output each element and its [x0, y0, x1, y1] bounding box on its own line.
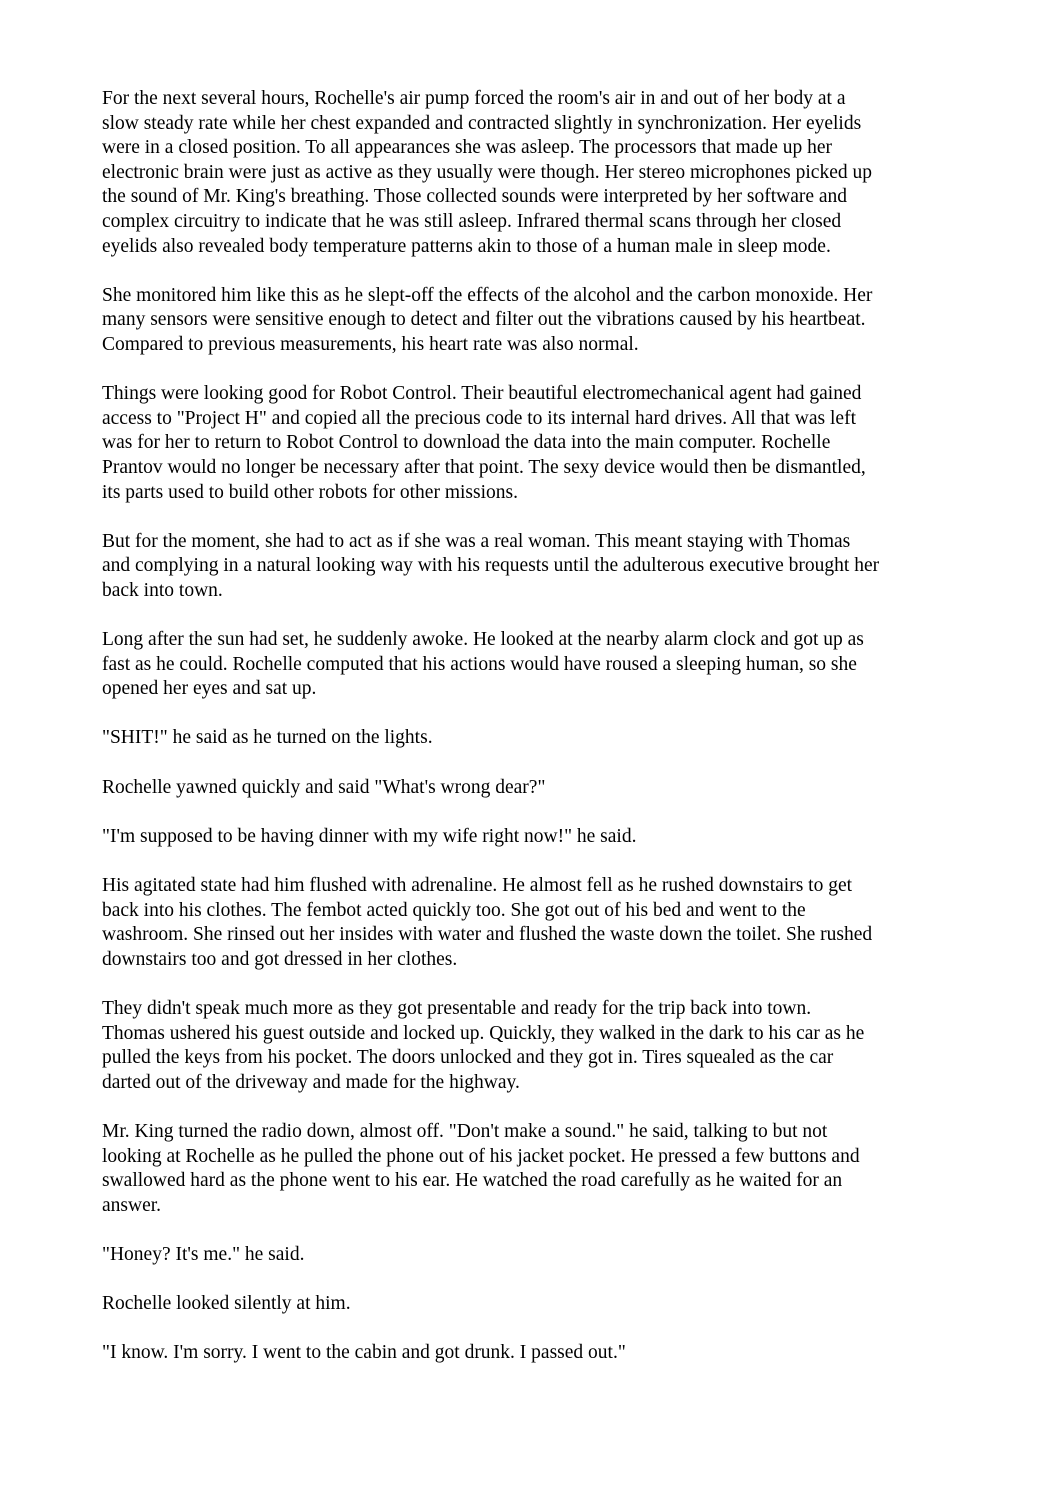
paragraph-3: Things were looking good for Robot Control. Their beautiful electromechanical agent had gained access to "Project H" and copied all the precious code to its internal hard drives. All that was left was for her to return to Robot Control to download the data into the main computer. Rochelle Prantov would no longer be necessary after that point. The sexy device would then be dismantled, its parts used to build other robots for other missions.: [102, 383, 866, 503]
paragraph-13: Rochelle looked silently at him.: [102, 1293, 351, 1315]
paragraph-12: "Honey? It's me." he said.: [102, 1243, 305, 1265]
paragraph-2: She monitored him like this as he slept-off the effects of the alcohol and the carbon monoxide. Her many sensors were sensitive enough to detect and filter out the vibrations caused by his heartbeat. Compared to previous measurements, his heart rate was also normal.: [102, 284, 873, 355]
paragraph-5: Long after the sun had set, he suddenly awoke. He looked at the nearby alarm clock and got up as fast as he could. Rochelle computed that his actions would have roused a sleeping human, so she opened her eyes and sat up.: [102, 629, 864, 700]
paragraph-1: For the next several hours, Rochelle's air pump forced the room's air in and out of her body at a slow steady rate while her chest expanded and contracted slightly in synchronization. Her eyelids were in a closed position. To all appearances she was asleep. The processors that made up her electronic brain were just as active as they usually were though. Her stereo microphones picked up the sound of Mr. King's breathing. Those collected sounds were interpreted by her software and complex circuitry to indicate that he was still asleep. Infrared thermal scans through her closed eyelids also revealed body temperature patterns akin to those of a human male in sleep mode.: [102, 88, 872, 257]
paragraph-9: His agitated state had him flushed with adrenaline. He almost fell as he rushed downstairs to get back into his clothes. The fembot acted quickly too. She got out of his bed and went to the washroom. She rinsed out her insides with water and flushed the waste down the toilet. She rushed downstairs too and got dressed in her clothes.: [102, 875, 873, 970]
paragraph-7: Rochelle yawned quickly and said "What's wrong dear?": [102, 776, 546, 798]
paragraph-11: Mr. King turned the radio down, almost off. "Don't make a sound." he said, talking to but not looking at Rochelle as he pulled the phone out of his jacket pocket. He pressed a few buttons and swallowed hard as the phone went to his ear. He watched the road carefully as he waited for an answer.: [102, 1120, 860, 1216]
paragraph-6: "SHIT!" he said as he turned on the lights.: [102, 727, 433, 749]
paragraph-14: "I know. I'm sorry. I went to the cabin and got drunk. I passed out.": [102, 1342, 626, 1364]
paragraph-4: But for the moment, she had to act as if she was a real woman. This meant staying with Thomas and complying in a natural looking way with his requests until the adulterous executive brought her back into town.: [102, 530, 880, 601]
paragraph-10: They didn't speak much more as they got presentable and ready for the trip back into town. Thomas ushered his guest outside and locked up. Quickly, they walked in the dark to his car as he pulled the keys from his pocket. The doors unlocked and they got in. Tires squealed as the car darted out of the driveway and made for the highway.: [102, 997, 865, 1093]
paragraph-8: "I'm supposed to be having dinner with my wife right now!" he said.: [102, 825, 637, 847]
